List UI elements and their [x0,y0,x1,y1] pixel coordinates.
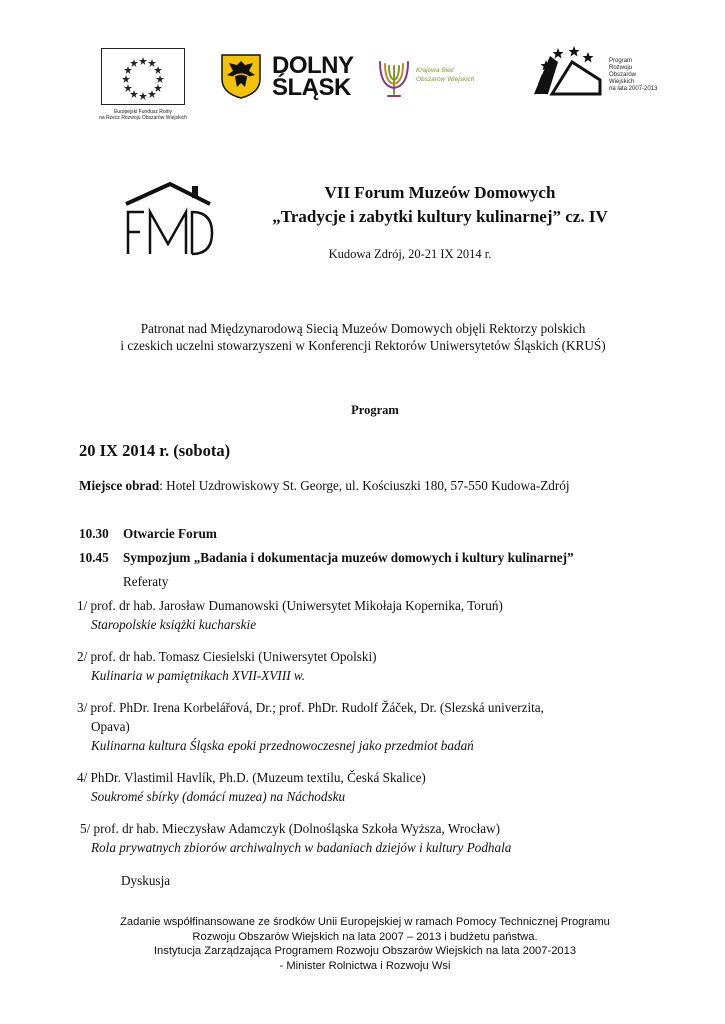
referat-topic: Staropolskie książki kucharskie [91,617,257,632]
prow-line-1: Program [609,58,633,64]
ksow-menorah-icon [374,52,414,103]
forum-place-date: Kudowa Zdrój, 20-21 IX 2014 r. [328,247,492,261]
prow-line-3: Obszarów [609,72,637,78]
referat-speaker: 3/ prof. PhDr. Irena Korbelářová, Dr.; prof. PhDr. Rudolf Žáček, Dr. (Slezská univerzita, [77,700,544,715]
ksow-line-1: Krajowa Sieć [416,67,454,74]
prow-logo-text [609,58,657,93]
forum-subtitle: „Tradycje i zabytki kultury kulinarnej” cz. IV [272,207,608,226]
referat-speaker: 1/ prof. dr hab. Jarosław Dumanowski (Uniwersytet Mikołaja Kopernika, Toruń) [77,598,503,613]
dolny-text: DOLNY [272,52,354,79]
venue-label: Miejsce obrad [79,478,160,493]
referat-topic: Rola prywatnych zbiorów archiwalnych w badaniach dziejów i kultury Podhala [91,840,512,855]
schedule-title: Sympozjum „Badania i dokumentacja muzeów domowych i kultury kulinarnej” [123,550,574,565]
ksow-logo-text [416,66,474,84]
footer-line-1: Zadanie współfinansowane ze środków Unii Europejskiej w ramach Pomocy Technicznej Programu [120,916,610,928]
eu-flag-logo [101,48,185,105]
prow-house-stars-icon [528,44,608,105]
prow-line-2: Rozwoju [609,65,633,71]
referat-topic: Soukromé sbírky (domácí muzea) na Náchodsku [91,789,346,804]
ksow-line-2: Obszarów Wiejskich [416,76,475,83]
venue-text: : Hotel Uzdrowiskowy St. George, ul. Kościuszki 180, 57-550 Kudowa-Zdrój [159,478,570,493]
prow-line-4: Wiejskich [609,79,635,85]
footer-line-2: Rozwoju Obszarów Wiejskich na lata 2007 – 2013 i budżetu państwa. [192,930,538,943]
schedule-item [79,526,217,542]
dyskusja-label: Dyskusja [121,873,171,888]
fmd-logo [122,182,214,261]
forum-title: VII Forum Muzeów Domowych [324,183,556,202]
day-heading: 20 IX 2014 r. (sobota) [79,441,231,460]
referaty-label: Referaty [123,574,169,589]
footer-line-3: Instytucja Zarządzająca Programem Rozwoju Obszarów Wiejskich na lata 2007-2013 [153,945,577,958]
schedule-time: 10.45 [79,550,109,565]
program-heading: Program [351,403,399,417]
eu-stars-icon [102,49,184,104]
eu-caption-line-1: Europejski Fundusz Rolny [113,109,173,115]
referat-topic: Kulinarna kultura Śląska epoki przednowoczesnej jako przedmiot badań [91,738,474,753]
referat-speaker: 5/ prof. dr hab. Mieczysław Adamczyk (Dolnośląska Szkoła Wyższa, Wrocław) [80,821,501,836]
schedule-time: 10.30 [79,526,109,541]
schedule-title: Otwarcie Forum [123,526,217,541]
slask-text: ŚLĄSK [272,74,351,101]
referat-speaker: 4/ PhDr. Vlastimil Havlík, Ph.D. (Muzeum textilu, Česká Skalice) [77,770,426,785]
patronat-text [60,320,666,354]
dolny-slask-eagle-icon [220,53,262,104]
footer-line-4: - Minister Rolnictwa i Rozwoju Wsi [279,959,451,972]
venue-line [79,478,699,494]
dolny-slask-logo [272,52,354,101]
referat-topic: Kulinaria w pamiętnikach XVII-XVIII w. [91,668,306,683]
referat-speaker-cont: Opava) [91,719,130,734]
prow-line-5: na lata 2007-2013 [609,86,658,92]
eu-caption-line-2: na Rzecz Rozwoju Obszarów Wiejskich [99,115,187,121]
fmd-logo-label [214,182,215,183]
patronat-line-1: Patronat nad Międzynarodową Siecią Muzeów Domowych objęli Rektorzy polskich [140,321,586,336]
fmd-house-icon [122,182,214,256]
schedule-item [79,550,574,566]
eu-logo-caption [92,109,194,121]
patronat-line-2: i czeskich uczelni stowarzyszeni w Konferencji Rektorów Uniwersytetów Śląskich (KRUŚ) [120,338,606,353]
funding-footer [60,915,670,973]
referat-speaker: 2/ prof. dr hab. Tomasz Ciesielski (Uniwersytet Opolski) [77,649,377,664]
